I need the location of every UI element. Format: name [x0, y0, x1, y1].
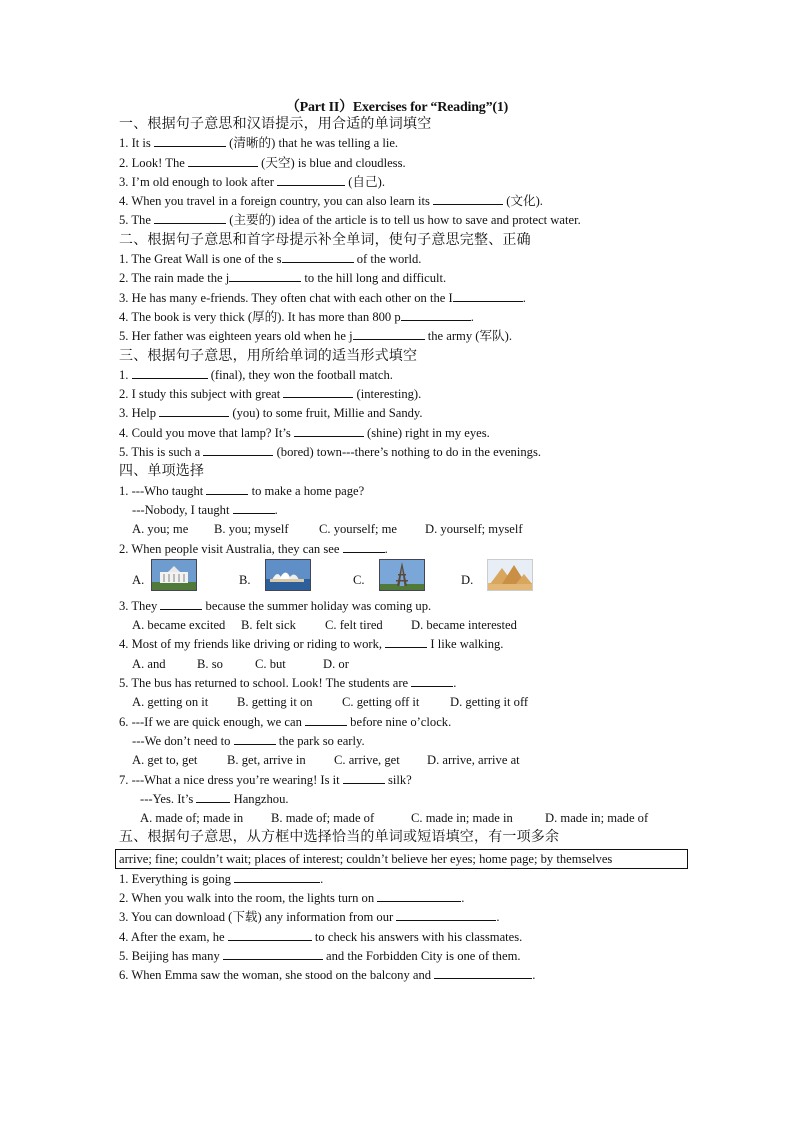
option-d[interactable]: D. became interested — [411, 618, 517, 633]
s2-question-4: 4. The book is very thick (厚的). It has more than 800 p . — [119, 309, 474, 324]
answer-blank[interactable] — [159, 404, 229, 417]
option-d[interactable]: D. made in; made of — [545, 811, 649, 826]
option-d[interactable]: D. arrive, arrive at — [427, 753, 520, 768]
s1-question-3: 3. I’m old enough to look after (自己). — [119, 174, 385, 189]
answer-blank[interactable] — [188, 154, 258, 167]
s4-question-1: 1. ---Who taught to make a home page? — [119, 483, 365, 498]
answer-blank[interactable] — [434, 966, 532, 979]
answer-blank[interactable] — [283, 385, 353, 398]
option-b[interactable]: B. felt sick — [241, 618, 296, 633]
answer-blank[interactable] — [343, 771, 385, 784]
s4-question-1-options — [119, 520, 719, 539]
section-1-heading: 一、根据句子意思和汉语提示，用合适的单词填空 — [119, 117, 432, 132]
option-b[interactable]: B. you; myself — [214, 522, 289, 537]
answer-blank[interactable] — [234, 732, 276, 745]
page-title: （Part II）Exercises for “Reading”(1) — [285, 100, 509, 115]
option-d-label[interactable]: D. — [461, 572, 474, 587]
option-a[interactable]: A. became excited — [132, 618, 226, 633]
s3-question-5: 5. This is such a (bored) town---there’s nothing to do in the evenings. — [119, 445, 541, 460]
answer-blank[interactable] — [377, 889, 461, 902]
pyramids-image[interactable] — [487, 559, 533, 591]
s2-question-1: 1. The Great Wall is one of the s of the world. — [119, 252, 422, 267]
s3-question-1: 1. (final), they won the football match. — [119, 367, 393, 382]
answer-blank[interactable] — [282, 250, 354, 263]
answer-blank[interactable] — [196, 790, 230, 803]
s3-question-3: 3. Help (you) to some fruit, Millie and Sandy. — [119, 406, 423, 421]
s4-question-4-options — [119, 655, 719, 674]
option-c[interactable]: C. made in; made in — [411, 811, 513, 826]
option-c[interactable]: C. yourself; me — [319, 522, 397, 537]
s5-question-3: 3. You can download (下载) any information from our . — [119, 910, 500, 925]
worksheet-content — [119, 115, 719, 985]
answer-blank[interactable] — [294, 424, 364, 437]
answer-blank[interactable] — [343, 540, 385, 553]
s4-question-2: 2. When people visit Australia, they can see . — [119, 541, 388, 556]
s1-question-1: 1. It is (清晰的) that he was telling a lie. — [119, 136, 399, 151]
answer-blank[interactable] — [385, 635, 427, 648]
answer-blank[interactable] — [154, 134, 226, 147]
answer-blank[interactable] — [203, 443, 273, 456]
s4-question-7: 7. ---What a nice dress you’re wearing! Is it silk? — [119, 772, 412, 787]
s2-question-2: 2. The rain made the j to the hill long and difficult. — [119, 271, 447, 286]
answer-blank[interactable] — [228, 928, 312, 941]
s4-question-3-options — [119, 616, 719, 635]
s3-question-2: 2. I study this subject with great (interesting). — [119, 387, 422, 402]
answer-blank[interactable] — [223, 947, 323, 960]
s4-question-1-reply: ---Nobody, I taught . — [132, 502, 278, 517]
answer-blank[interactable] — [229, 269, 301, 282]
answer-blank[interactable] — [353, 327, 425, 340]
option-c[interactable]: C. arrive, get — [334, 753, 400, 768]
option-a[interactable]: A. and — [132, 656, 166, 671]
answer-blank[interactable] — [206, 482, 248, 495]
option-b[interactable]: B. get, arrive in — [227, 753, 306, 768]
answer-blank[interactable] — [160, 597, 202, 610]
s5-question-5: 5. Beijing has many and the Forbidden City is one of them. — [119, 948, 521, 963]
s5-question-4: 4. After the exam, he to check his answers with his classmates. — [119, 929, 523, 944]
s4-question-4: 4. Most of my friends like driving or riding to work, I like walking. — [119, 637, 504, 652]
word-bank-box: arrive; fine; couldn’t wait; places of interest; couldn’t believe her eyes; home page; by themselves — [115, 849, 688, 869]
option-c[interactable]: C. getting off it — [342, 695, 420, 710]
option-a-label[interactable]: A. — [132, 572, 145, 587]
option-b[interactable]: B. so — [197, 656, 223, 671]
option-a[interactable]: A. you; me — [132, 522, 189, 537]
s4-question-6-options — [119, 751, 719, 770]
option-c[interactable]: C. but — [255, 656, 286, 671]
s5-question-6: 6. When Emma saw the woman, she stood on the balcony and . — [119, 968, 536, 983]
s1-question-4: 4. When you travel in a foreign country, you can also learn its (文化). — [119, 194, 543, 209]
s4-question-3: 3. They because the summer holiday was coming up. — [119, 598, 432, 613]
option-b[interactable]: B. getting it on — [237, 695, 313, 710]
answer-blank[interactable] — [433, 192, 503, 205]
option-d[interactable]: D. or — [323, 656, 349, 671]
option-a[interactable]: A. getting on it — [132, 695, 209, 710]
answer-blank[interactable] — [305, 713, 347, 726]
option-d[interactable]: D. getting it off — [450, 695, 529, 710]
eiffel-tower-image[interactable] — [379, 559, 425, 591]
s2-question-3: 3. He has many e-friends. They often chat with each other on the I . — [119, 290, 526, 305]
s4-question-2-picture-options — [119, 559, 719, 597]
option-b-label[interactable]: B. — [239, 572, 251, 587]
answer-blank[interactable] — [132, 366, 208, 379]
section-5-heading: 五、根据句子意思，从方框中选择恰当的单词或短语填空，有一项多余 — [119, 830, 560, 846]
answer-blank[interactable] — [453, 289, 523, 302]
answer-blank[interactable] — [233, 501, 275, 514]
s4-question-7-options — [119, 809, 719, 828]
s2-question-5: 5. Her father was eighteen years old when he j the army (军队). — [119, 329, 513, 344]
answer-blank[interactable] — [401, 308, 471, 321]
option-a[interactable]: A. made of; made in — [140, 811, 244, 826]
s4-question-7-reply: ---Yes. It’s Hangzhou. — [140, 791, 289, 806]
option-a[interactable]: A. get to, get — [132, 753, 198, 768]
answer-blank[interactable] — [154, 211, 226, 224]
white-house-image[interactable] — [151, 559, 197, 591]
section-4-heading: 四、单项选择 — [119, 464, 205, 480]
s4-question-6-reply: ---We don’t need to the park so early. — [132, 733, 365, 748]
s1-question-5: 5. The (主要的) idea of the article is to tell us how to save and protect water. — [119, 213, 581, 228]
section-2-heading: 二、根据句子意思和首字母提示补全单词，使句子意思完整、正确 — [119, 232, 531, 248]
section-3-heading: 三、根据句子意思，用所给单词的适当形式填空 — [119, 348, 418, 364]
option-d[interactable]: D. yourself; myself — [425, 522, 523, 537]
option-c[interactable]: C. felt tired — [325, 618, 383, 633]
s1-question-2: 2. Look! The (天空) is blue and cloudless. — [119, 155, 406, 170]
sydney-opera-house-image[interactable] — [265, 559, 311, 591]
answer-blank[interactable] — [396, 908, 496, 921]
s4-question-5: 5. The bus has returned to school. Look! The students are . — [119, 676, 457, 691]
s5-question-2: 2. When you walk into the room, the lights turn on . — [119, 890, 465, 905]
option-b[interactable]: B. made of; made of — [271, 811, 375, 826]
answer-blank[interactable] — [277, 173, 345, 186]
s5-question-1: 1. Everything is going . — [119, 871, 324, 886]
s3-question-4: 4. Could you move that lamp? It’s (shine) right in my eyes. — [119, 425, 490, 440]
s4-question-6: 6. ---If we are quick enough, we can before nine o’clock. — [119, 714, 452, 729]
answer-blank[interactable] — [411, 674, 453, 687]
s4-question-5-options — [119, 693, 719, 712]
option-c-label[interactable]: C. — [353, 572, 365, 587]
answer-blank[interactable] — [234, 870, 320, 883]
